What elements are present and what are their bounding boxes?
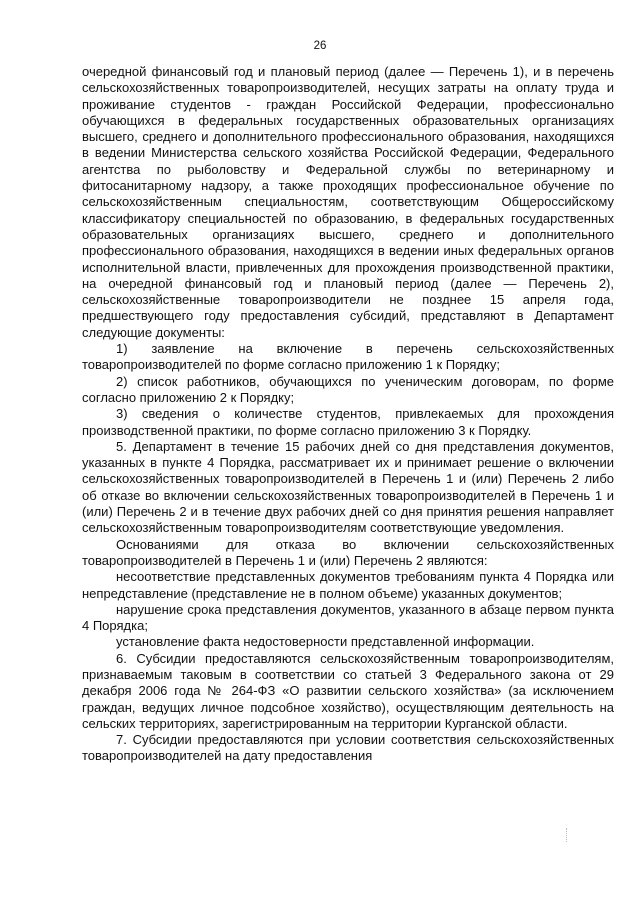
list-item-application: 1) заявление на включение в перечень сельскохозяйственных товаропроизводителей по форме согласно приложению 1 к Порядку;: [82, 341, 614, 373]
refusal-ground-mismatch: несоответствие представленных документов требованиям пункта 4 Порядка или непредставление (представление не в полном объеме) указанных документов;: [82, 569, 614, 601]
document-body: [82, 64, 614, 765]
paragraph-item-7: 7. Субсидии предоставляются при условии соответствия сельскохозяйственных товаропроизводителей на дату предоставления: [82, 732, 614, 764]
list-item-students: 3) сведения о количестве студентов, привлекаемых для прохождения производственной практики, по форме согласно приложению 3 к Порядку.: [82, 406, 614, 438]
paragraph-item-5: 5. Департамент в течение 15 рабочих дней со дня представления документов, указанных в пункте 4 Порядка, рассматривает их и принимает решение о включении сельскохозяйственных товаропроизводителей в Перечень 1 и (или) Перечень 2 либо об отказе во включении сельскохозяйственных товаропроизводителей в Перечень 1 и (или) Перечень 2 и в течение двух рабочих дней со дня принятия решения направляет сельскохозяйственным товаропроизводителям соответствующие уведомления.: [82, 438, 614, 536]
paragraph-item-6: 6. Субсидии предоставляются сельскохозяйственным товаропроизводителям, признаваемым таковым в соответствии со статьей 3 Федерального закона от 29 декабря 2006 года № 264-ФЗ «О развитии сельского хозяйства» (за исключением граждан, ведущих личное подсобное хозяйство), осуществляющим деятельность на сельских территориях, зарегистрированным на территории Курганской области.: [82, 650, 614, 731]
page-number: 26: [313, 40, 327, 52]
scan-margin-mark: [566, 828, 568, 842]
refusal-ground-false-info: установление факта недостоверности представленной информации.: [116, 634, 535, 650]
list-item-workers: 2) список работников, обучающихся по ученическим договорам, по форме согласно приложению 2 к Порядку;: [82, 373, 614, 405]
paragraph-refusal-grounds: Основаниями для отказа во включении сельскохозяйственных товаропроизводителей в Перечень 1 и (или) Перечень 2 являются:: [82, 536, 614, 568]
refusal-ground-deadline: нарушение срока представления документов, указанного в абзаце первом пункта 4 Порядка;: [82, 601, 614, 634]
paragraph-continuation: очередной финансовый год и плановый период (далее — Перечень 1), и в перечень сельскохозяйственных товаропроизводителей, несущих затраты на оплату труда и проживание студентов - граждан Российской Федерации, профессионально обучающихся в федеральных государственных образовательных организациях высшего, среднего и дополнительного профессионального образования, находящихся в ведении Министерства сельского хозяйства Российской Федерации, Федерального агентства по рыболовству и Федеральной службы по ветеринарному и фитосанитарному надзору, а также проходящих профессиональное обучение по сельскохозяйственным специальностям, соответствующим Общероссийскому классификатору специальностей по образованию, в федеральных государственных образовательных организациях высшего, среднего и дополнительного профессионального образования, находящихся в ведении иных федеральных органов исполнительной власти, привлеченных для прохождения производственной практики, на очередной финансовый год и плановый период (далее — Перечень 2), сельскохозяйственные товаропроизводители не позднее 15 апреля года, предшествующего году предоставления субсидий, представляют в Департамент следующие документы:: [82, 64, 614, 340]
